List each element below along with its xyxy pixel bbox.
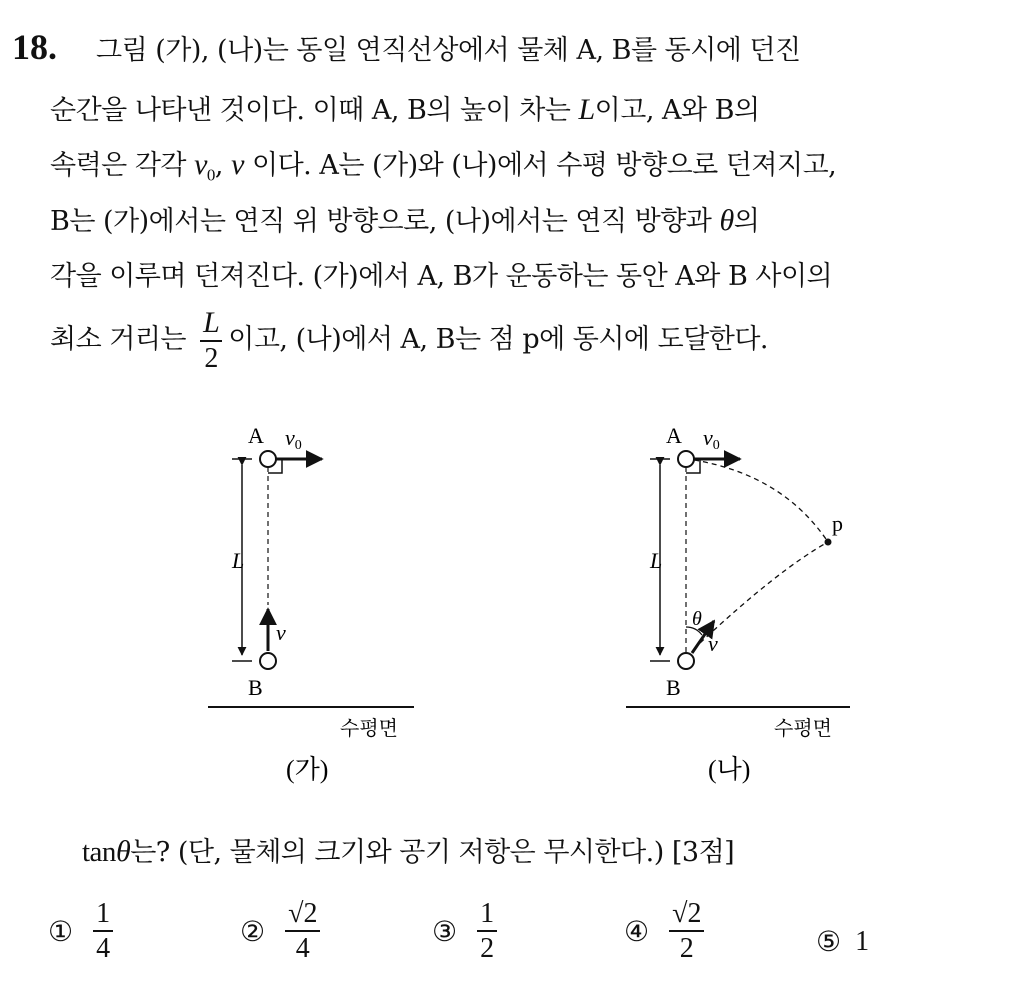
fraction-denominator: 2 — [204, 343, 218, 374]
ga-label-L: L — [232, 548, 245, 573]
option-3[interactable] — [432, 900, 503, 963]
ga-label-B: B — [248, 675, 263, 700]
question-line-5 — [50, 254, 832, 293]
option-4-denominator: 2 — [679, 933, 694, 964]
line-6-text-b: 이고, (나)에서 A, B는 점 p에 동시에 도달한다. — [228, 324, 769, 355]
option-3-denominator: 2 — [480, 933, 495, 964]
line-3-comma: , — [214, 150, 232, 181]
ga-label-v: v — [276, 620, 286, 645]
prompt-tan: tan — [82, 836, 116, 868]
var-v0-sub: 0 — [206, 165, 215, 185]
var-v: v — [231, 148, 244, 181]
na-label-A: A — [666, 423, 682, 448]
question-number: 18. — [12, 27, 57, 67]
na-caption: (나) — [708, 755, 751, 784]
var-L: L — [578, 93, 595, 126]
option-3-numerator: 1 — [477, 900, 497, 932]
question-line-2 — [50, 88, 760, 127]
ga-label-A: A — [248, 423, 264, 448]
option-1-denominator: 4 — [96, 933, 111, 964]
ga-object-B — [260, 653, 276, 669]
option-2-numerator: √2 — [285, 900, 320, 932]
option-1-fraction — [93, 900, 113, 963]
fraction-L-over-2 — [200, 308, 222, 373]
option-2-mark: ② — [240, 915, 266, 948]
line-6-text-a: 최소 거리는 — [50, 324, 195, 355]
line-1-text: 그림 (가), (나)는 동일 연직선상에서 물체 A, B를 동시에 던진 — [96, 35, 801, 66]
prompt-text: 는? (단, 물체의 크기와 공기 저항은 무시한다.) [3점] — [130, 837, 735, 868]
answer-prompt — [82, 830, 734, 869]
question-line-4 — [50, 199, 759, 238]
na-point-p — [825, 539, 832, 546]
na-label-B: B — [666, 675, 681, 700]
line-2-text-b: 이고, A와 B의 — [594, 95, 760, 126]
na-label-p: p — [832, 511, 843, 536]
na-path-B — [700, 542, 828, 643]
option-4-mark: ④ — [624, 915, 650, 948]
question-line-6 — [50, 308, 768, 373]
line-3-text-b: 이다. A는 (가)와 (나)에서 수평 방향으로 던져지고, — [243, 150, 837, 181]
option-5[interactable] — [816, 925, 869, 958]
na-label-theta: θ — [692, 608, 702, 630]
na-path-A — [694, 460, 828, 542]
ga-object-A — [260, 451, 276, 467]
option-3-mark: ③ — [432, 915, 458, 948]
option-4-fraction — [669, 900, 704, 963]
option-1-numerator: 1 — [93, 900, 113, 932]
ga-caption: (가) — [286, 755, 329, 784]
na-label-v: v — [708, 631, 718, 656]
option-3-fraction — [477, 900, 497, 963]
line-4-text-b: 의 — [733, 206, 760, 237]
fraction-numerator: L — [200, 308, 222, 342]
na-object-B — [678, 653, 694, 669]
option-4-numerator: √2 — [669, 900, 704, 932]
question-line-1 — [96, 28, 801, 67]
option-1-mark: ① — [48, 915, 74, 948]
option-2[interactable] — [240, 900, 326, 963]
ga-label-v0: v0 — [285, 425, 302, 453]
option-1[interactable] — [48, 900, 119, 963]
na-label-v0: v0 — [703, 425, 720, 453]
var-theta: θ — [719, 204, 734, 237]
prompt-theta: θ — [115, 835, 131, 868]
ga-ground-label: 수평면 — [340, 718, 398, 740]
option-5-mark: ⑤ — [816, 925, 842, 958]
option-2-denominator: 4 — [295, 933, 310, 964]
line-5-text: 각을 이루며 던져진다. (가)에서 A, B가 운동하는 동안 A와 B 사이의 — [50, 261, 833, 292]
na-label-L: L — [650, 548, 663, 573]
diagram-na — [608, 415, 868, 795]
line-3-text-a: 속력은 각각 — [50, 150, 195, 181]
line-4-text-a: B는 (가)에서는 연직 위 방향으로, (나)에서는 연직 방향과 — [50, 206, 720, 237]
na-object-A — [678, 451, 694, 467]
na-ground-label: 수평면 — [774, 718, 832, 740]
option-5-value: 1 — [855, 925, 870, 957]
var-v0: v — [194, 148, 207, 181]
diagram-ga — [190, 415, 440, 795]
question-line-3 — [50, 143, 836, 185]
line-2-text-a: 순간을 나타낸 것이다. 이때 A, B의 높이 차는 — [50, 95, 579, 126]
option-4[interactable] — [624, 900, 710, 963]
option-2-fraction — [285, 900, 320, 963]
